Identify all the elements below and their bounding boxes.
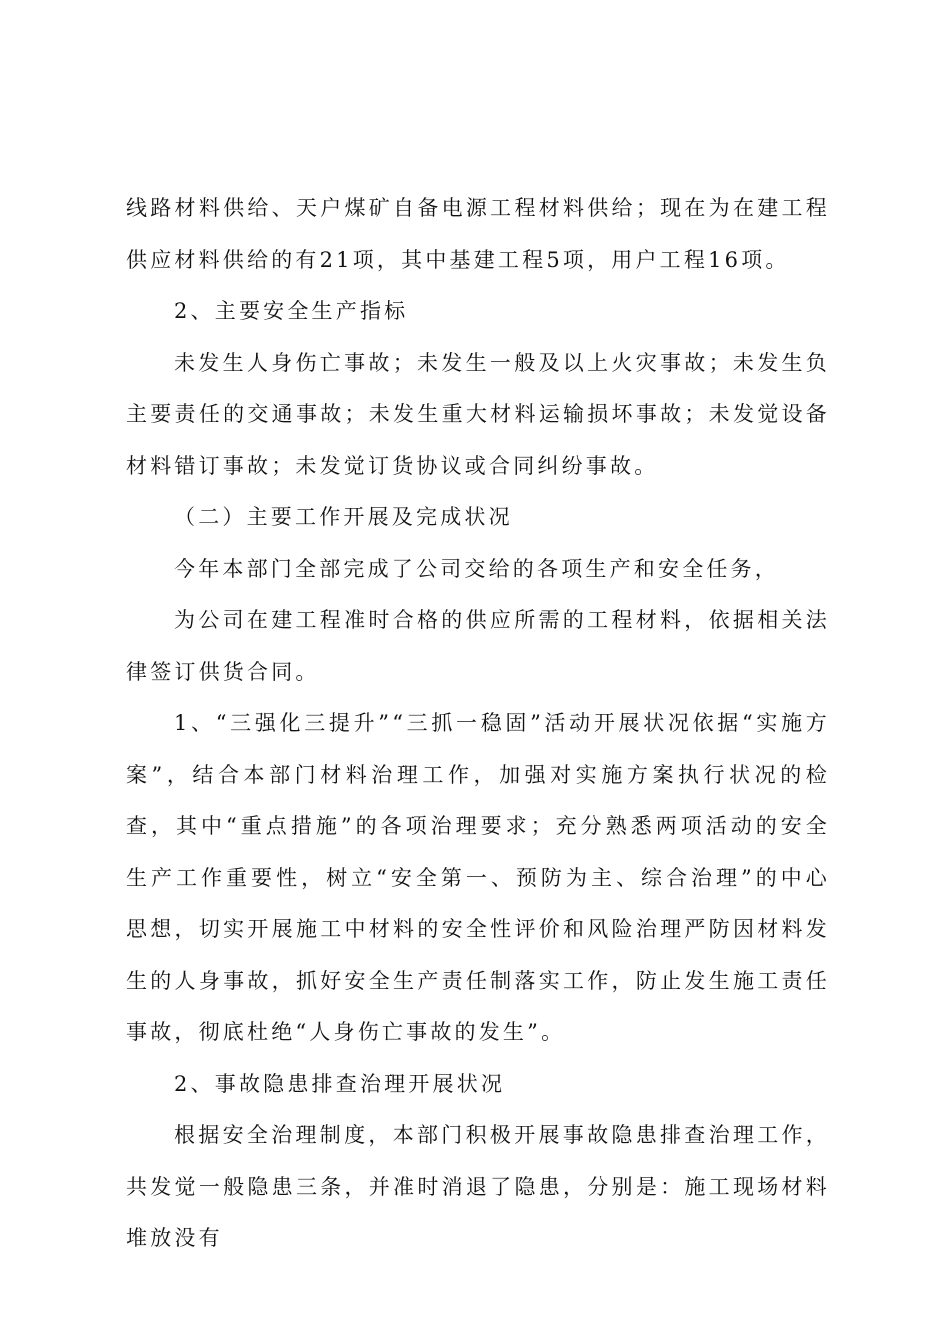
document-body xyxy=(126,183,830,1265)
paragraph-materials-supply: 线路材料供给、天户煤矿自备电源工程材料供给；现在为在建工程供应材料供给的有21项，其中基建工程5项，用户工程16项。 xyxy=(126,196,830,272)
heading-safety-indicators: 2、主要安全生产指标 xyxy=(174,299,409,323)
paragraph-hazard-results: 根据安全治理制度，本部门积极开展事故隐患排查治理工作，共发觉一般隐患三条，并准时消退了隐患，分别是：施工现场材料堆放没有 xyxy=(126,1123,830,1250)
heading-work-progress: （二）主要工作开展及完成状况 xyxy=(174,505,513,529)
paragraph-supply-contracts: 为公司在建工程准时合格的供应所需的工程材料，依据相关法律签订供货合同。 xyxy=(126,608,830,684)
heading-hazard-investigation: 2、事故隐患排查治理开展状况 xyxy=(174,1071,506,1096)
paragraph-no-accidents: 未发生人身伤亡事故；未发生一般及以上火灾事故；未发生负主要责任的交通事故；未发生重大材料运输损坏事故；未发觉设备材料错订事故；未发觉订货协议或合同纠纷事故。 xyxy=(126,350,830,478)
paragraph-tasks-completed: 今年本部门全部完成了公司交给的各项生产和安全任务， xyxy=(174,556,779,581)
paragraph-activities: 1、“三强化三提升”“三抓一稳固”活动开展状况依据“实施方案”，结合本部门材料治理工作，加强对实施方案执行状况的检查，其中“重点措施”的各项治理要求；充分熟悉两项活动的安全生产工作重要性，树立“安全第一、预防为主、综合治理”的中心思想，切实开展施工中材料的安全性评价和风险治理严防因材料发生的人身事故，抓好安全生产责任制落实工作，防止发生施工责任事故，彻底杜绝“人身伤亡事故的发生”。 xyxy=(126,711,830,1044)
